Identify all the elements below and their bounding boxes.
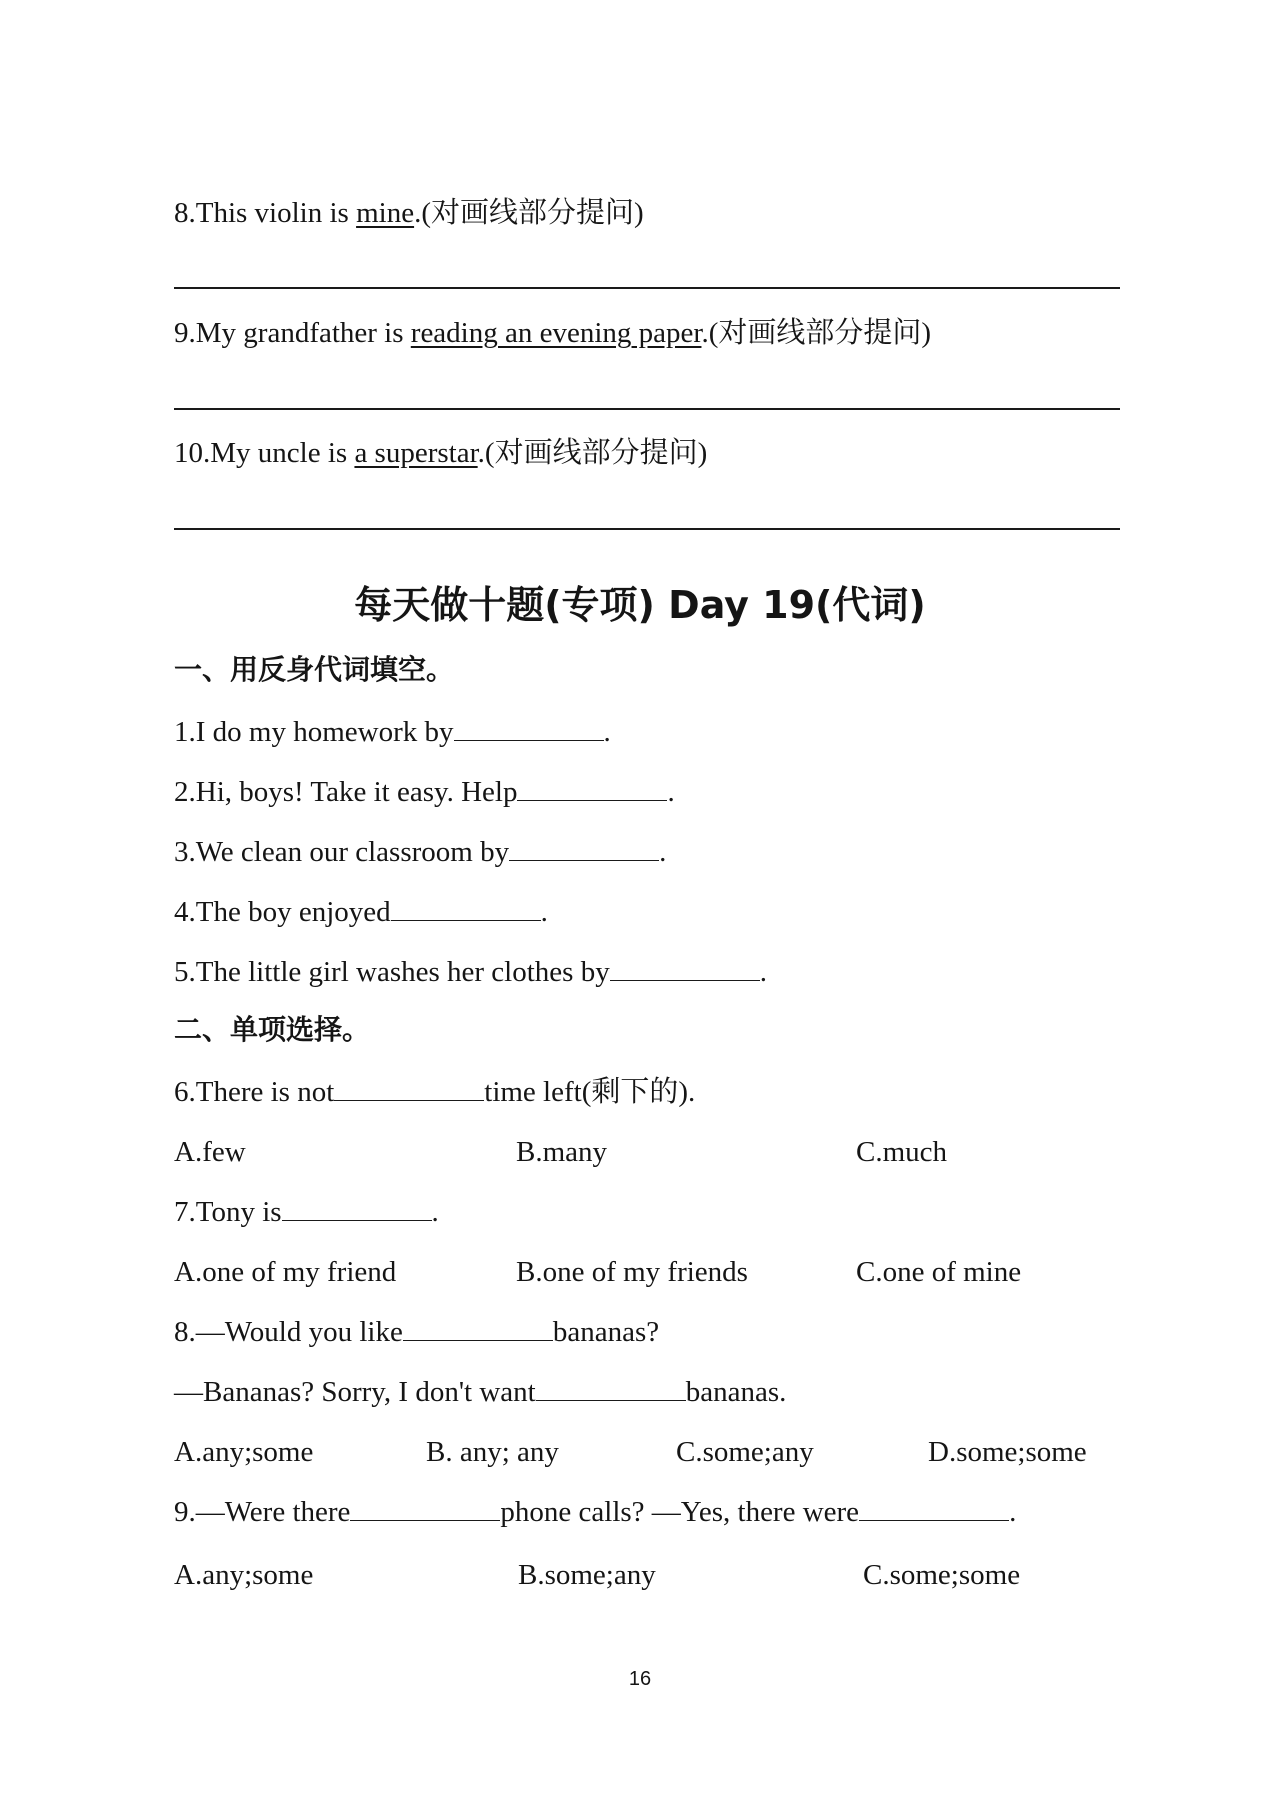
answer-blank[interactable] — [517, 774, 667, 801]
option-a[interactable]: A.any;some — [174, 1559, 314, 1591]
rewrite-question-8 — [174, 193, 1160, 233]
question-text-end: bananas? — [552, 1316, 660, 1348]
option-b[interactable]: B.many — [516, 1136, 608, 1168]
question-number: 8. — [174, 197, 196, 229]
period: . — [1009, 1496, 1017, 1528]
fill-question-2 — [174, 772, 1160, 812]
fill-question-5 — [174, 952, 1160, 992]
question-text-mid: phone calls? —Yes, there were — [500, 1496, 860, 1528]
answer-blank[interactable] — [859, 1494, 1009, 1521]
period: . — [659, 836, 667, 868]
answer-line-10[interactable] — [174, 528, 1120, 530]
question-text: 1.I do my homework by — [174, 716, 454, 748]
rewrite-question-9 — [174, 313, 1160, 353]
answer-line-9[interactable] — [174, 408, 1120, 410]
period: . — [701, 317, 709, 349]
period: . — [431, 1196, 439, 1228]
answer-blank[interactable] — [454, 714, 604, 741]
underlined-part: a superstar — [354, 437, 478, 469]
option-d[interactable]: D.some;some — [928, 1436, 1087, 1468]
option-c[interactable]: C.some;any — [676, 1436, 814, 1468]
period: . — [667, 776, 675, 808]
section-2-heading: 二、单项选择。 — [174, 1013, 371, 1046]
answer-blank[interactable] — [536, 1374, 686, 1401]
option-b[interactable]: B. any; any — [426, 1436, 559, 1468]
question-number: 10. — [174, 437, 211, 469]
rewrite-question-10 — [174, 433, 1160, 473]
question-number: 9. — [174, 317, 196, 349]
option-a[interactable]: A.any;some — [174, 1436, 314, 1468]
underlined-part: mine — [356, 197, 415, 229]
answer-blank[interactable] — [350, 1494, 500, 1521]
question-text: 9.—Were there — [174, 1496, 351, 1528]
fill-question-4 — [174, 892, 1160, 932]
period: . — [414, 197, 422, 229]
period: . — [603, 716, 611, 748]
period: . — [759, 956, 767, 988]
question-text: 2.Hi, boys! Take it easy. Help — [174, 776, 518, 808]
choice-question-8-line-2 — [174, 1372, 1160, 1412]
choice-question-8-line-1 — [174, 1312, 1160, 1352]
instruction-note: (对画线部分提问) — [484, 437, 708, 469]
question-text-end: time left(剩下的). — [484, 1076, 696, 1108]
fill-question-3 — [174, 832, 1160, 872]
page-number: 16 — [628, 1668, 652, 1690]
option-b[interactable]: B.some;any — [518, 1559, 656, 1591]
question-text: This violin is — [195, 197, 357, 229]
question-text: My grandfather is — [195, 317, 411, 349]
answer-blank[interactable] — [391, 894, 541, 921]
answer-blank[interactable] — [610, 954, 760, 981]
option-a[interactable]: A.few — [174, 1136, 246, 1168]
underlined-part: reading an evening paper — [410, 317, 702, 349]
answer-blank[interactable] — [282, 1194, 432, 1221]
answer-line-8[interactable] — [174, 287, 1120, 289]
option-b[interactable]: B.one of my friends — [516, 1256, 748, 1288]
question-text: 8.—Would you like — [174, 1316, 403, 1348]
option-c[interactable]: C.one of mine — [856, 1256, 1022, 1288]
choice-question-7 — [174, 1192, 1160, 1232]
choice-question-9 — [174, 1492, 1160, 1532]
option-c[interactable]: C.much — [856, 1136, 948, 1168]
choice-question-6 — [174, 1072, 1160, 1112]
question-text: 6.There is not — [174, 1076, 335, 1108]
option-a[interactable]: A.one of my friend — [174, 1256, 397, 1288]
period: . — [540, 896, 548, 928]
question-text: My uncle is — [210, 437, 355, 469]
question-text-end: bananas. — [685, 1376, 787, 1408]
answer-blank[interactable] — [509, 834, 659, 861]
instruction-note: (对画线部分提问) — [421, 197, 644, 229]
question-text: 5.The little girl washes her clothes by — [174, 956, 610, 988]
question-text: 4.The boy enjoyed — [174, 896, 391, 928]
answer-blank[interactable] — [403, 1314, 553, 1341]
question-text: —Bananas? Sorry, I don't want — [174, 1376, 536, 1408]
question-text: 7.Tony is — [174, 1196, 282, 1228]
answer-blank[interactable] — [334, 1074, 484, 1101]
page-title: 每天做十题(专项) Day 19(代词) — [354, 583, 926, 627]
option-c[interactable]: C.some;some — [863, 1559, 1021, 1591]
period: . — [477, 437, 485, 469]
question-text: 3.We clean our classroom by — [174, 836, 510, 868]
section-1-heading: 一、用反身代词填空。 — [174, 653, 455, 686]
fill-question-1 — [174, 712, 1160, 752]
instruction-note: (对画线部分提问) — [708, 317, 932, 349]
